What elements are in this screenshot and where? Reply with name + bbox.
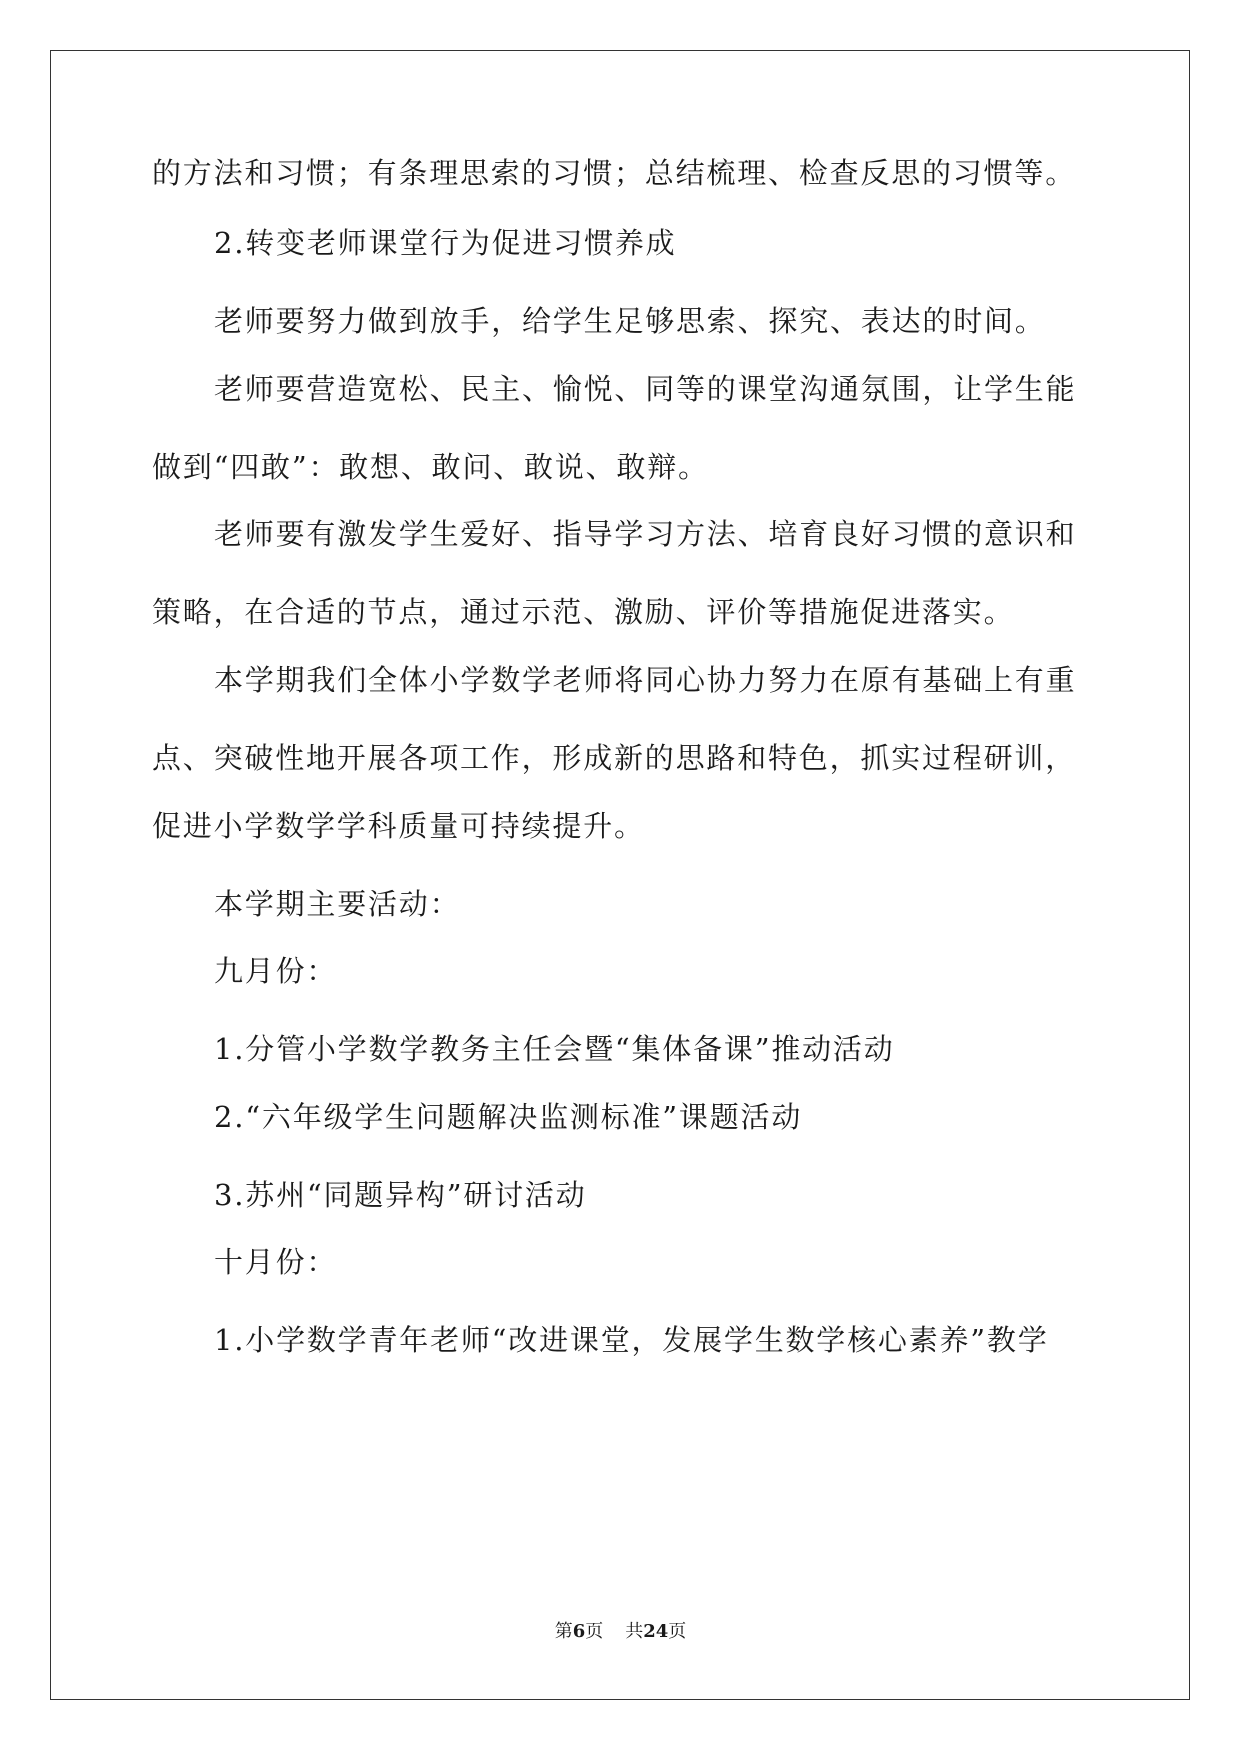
page-prefix: 第 xyxy=(554,1621,573,1642)
total-suffix: 页 xyxy=(668,1621,687,1642)
list-item: 3.苏州“同题异构”研讨活动 xyxy=(214,1178,587,1212)
paragraph-line: 老师要有激发学生爱好、指导学习方法、培育良好习惯的意识和 xyxy=(214,517,1077,551)
paragraph-line: 老师要营造宽松、民主、愉悦、同等的课堂沟通氛围，让学生能 xyxy=(214,372,1077,406)
page-number: 6 xyxy=(572,1621,586,1642)
paragraph-line: 本学期我们全体小学数学老师将同心协力努力在原有基础上有重 xyxy=(214,663,1077,697)
paragraph-line: 策略，在合适的节点，通过示范、激励、评价等措施促进落实。 xyxy=(152,595,1015,629)
page-border xyxy=(50,50,1190,1700)
paragraph-line: 老师要努力做到放手，给学生足够思索、探究、表达的时间。 xyxy=(214,304,1046,338)
paragraph-line: 点、突破性地开展各项工作，形成新的思路和特色，抓实过程研训， xyxy=(152,741,1077,775)
list-item: 1.分管小学数学教务主任会暨“集体备课”推动活动 xyxy=(214,1032,895,1066)
section-heading: 本学期主要活动： xyxy=(214,887,461,921)
month-heading: 十月份： xyxy=(214,1245,338,1279)
paragraph-line: 促进小学数学学科质量可持续提升。 xyxy=(152,809,645,843)
list-item: 2.“六年级学生问题解决监测标准”课题活动 xyxy=(214,1100,803,1134)
section-heading: 2.转变老师课堂行为促进习惯养成 xyxy=(214,226,677,260)
total-pages: 24 xyxy=(643,1621,669,1642)
page-suffix: 页 xyxy=(585,1621,604,1642)
page-footer xyxy=(0,1620,1241,1644)
month-heading: 九月份： xyxy=(214,954,338,988)
total-prefix: 共 xyxy=(625,1621,644,1642)
list-item: 1.小学数学青年老师“改进课堂，发展学生数学核心素养”教学 xyxy=(214,1323,1049,1357)
paragraph-line: 的方法和习惯；有条理思索的习惯；总结梳理、检查反思的习惯等。 xyxy=(152,156,1077,190)
paragraph-line: 做到“四敢”：敢想、敢问、敢说、敢辩。 xyxy=(152,450,709,484)
